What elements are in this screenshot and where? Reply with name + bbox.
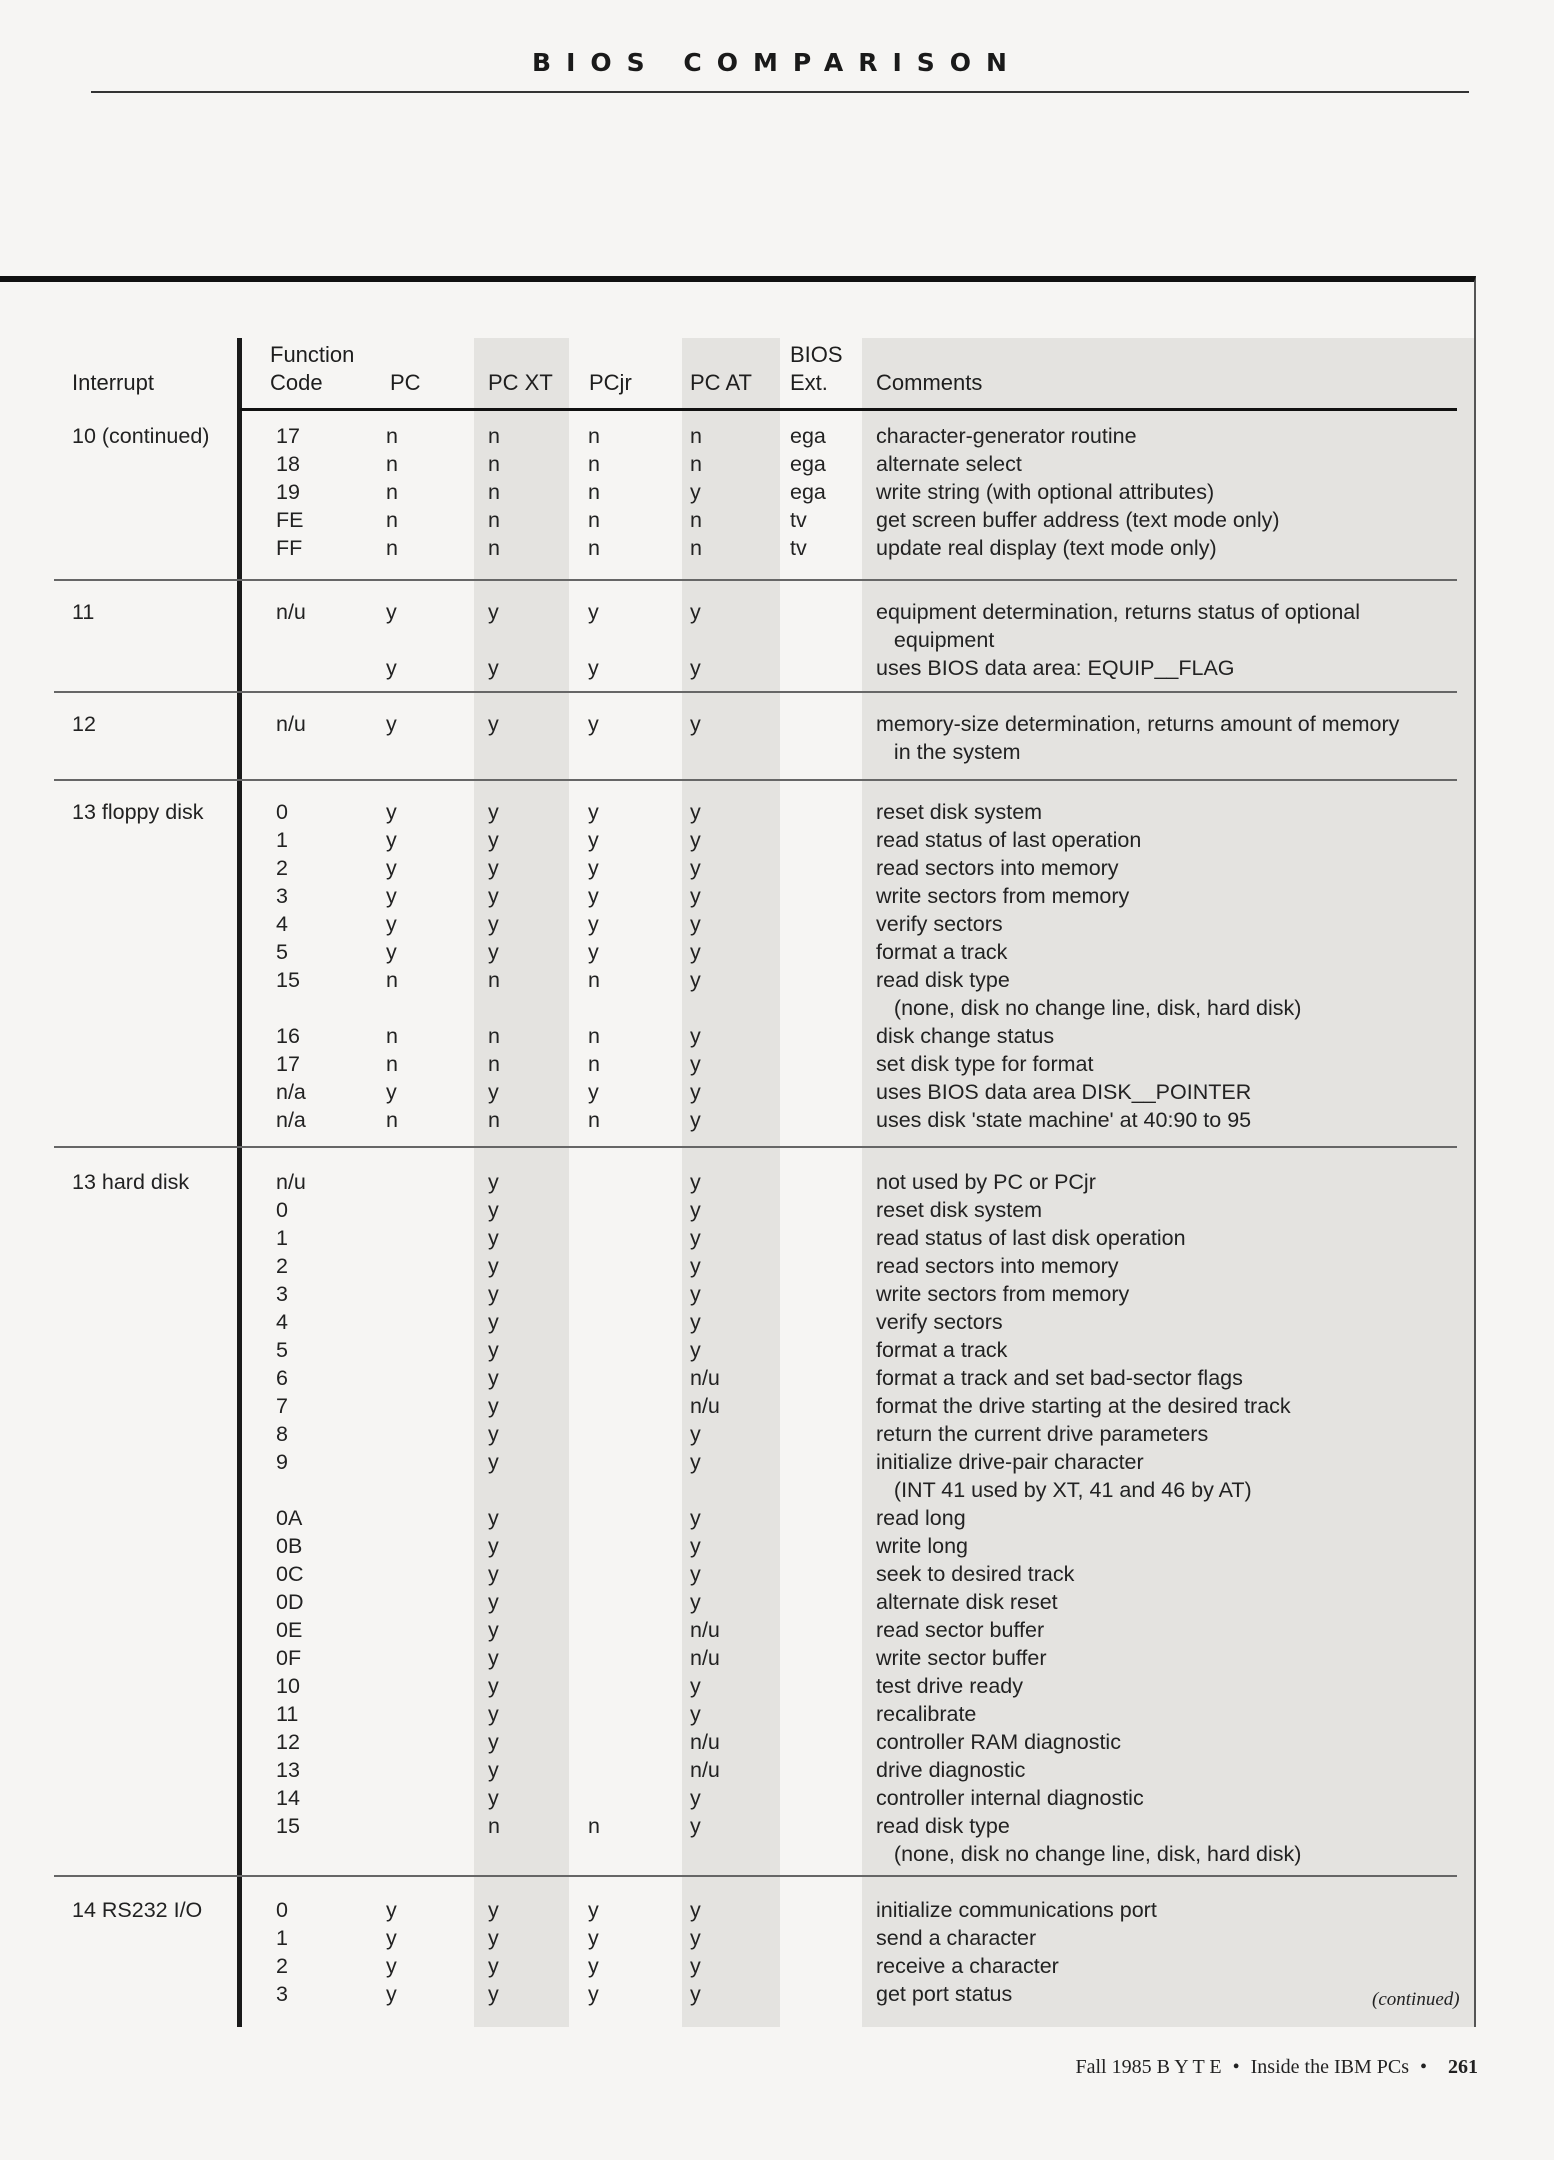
cell-pc: y bbox=[386, 656, 397, 680]
cell-xt: y bbox=[488, 1702, 499, 1726]
cell-code: 2 bbox=[276, 1254, 288, 1278]
cell-xt: y bbox=[488, 1226, 499, 1250]
cell-code: 5 bbox=[276, 1338, 288, 1362]
cell-code: 0 bbox=[276, 800, 288, 824]
cell-comment: not used by PC or PCjr bbox=[876, 1170, 1096, 1194]
cell-code: FE bbox=[276, 508, 304, 532]
interrupt-label: 13 hard disk bbox=[72, 1170, 190, 1194]
cell-at: n/u bbox=[690, 1394, 720, 1418]
cell-at: y bbox=[690, 1926, 701, 1950]
cell-comment: verify sectors bbox=[876, 1310, 1003, 1334]
cell-xt: y bbox=[488, 1786, 499, 1810]
cell-code: 2 bbox=[276, 856, 288, 880]
cell-code: 1 bbox=[276, 1226, 288, 1250]
cell-xt: y bbox=[488, 1898, 499, 1922]
cell-code: 15 bbox=[276, 968, 300, 992]
cell-at: y bbox=[690, 656, 701, 680]
cell-xt: y bbox=[488, 1394, 499, 1418]
cell-comment: read disk type bbox=[876, 1814, 1010, 1838]
cell-comment: drive diagnostic bbox=[876, 1758, 1026, 1782]
cell-xt: n bbox=[488, 1814, 500, 1838]
cell-pc: y bbox=[386, 884, 397, 908]
cell-pc: y bbox=[386, 940, 397, 964]
cell-pc: n bbox=[386, 1052, 398, 1076]
cell-comment: update real display (text mode only) bbox=[876, 536, 1217, 560]
cell-comment: format a track and set bad-sector flags bbox=[876, 1366, 1243, 1390]
cell-comment: character-generator routine bbox=[876, 424, 1137, 448]
cell-at: y bbox=[690, 1506, 701, 1530]
cell-code: 17 bbox=[276, 424, 300, 448]
cell-ext: ega bbox=[790, 480, 826, 504]
cell-code: FF bbox=[276, 536, 303, 560]
cell-pc: y bbox=[386, 712, 397, 736]
cell-comment: test drive ready bbox=[876, 1674, 1023, 1698]
heading-rule bbox=[91, 91, 1469, 93]
cell-at: n bbox=[690, 452, 702, 476]
cell-at: y bbox=[690, 600, 701, 624]
cell-at: n/u bbox=[690, 1758, 720, 1782]
interrupt-label: 11 bbox=[72, 600, 95, 624]
group-divider bbox=[54, 1875, 1457, 1877]
cell-xt: n bbox=[488, 452, 500, 476]
cell-xt: n bbox=[488, 1052, 500, 1076]
cell-at: n bbox=[690, 424, 702, 448]
cell-comment: read sectors into memory bbox=[876, 856, 1119, 880]
cell-code: n/u bbox=[276, 1170, 306, 1194]
cell-code: 5 bbox=[276, 940, 288, 964]
cell-xt: y bbox=[488, 1198, 499, 1222]
cell-jr: y bbox=[588, 712, 599, 736]
cell-xt: y bbox=[488, 1310, 499, 1334]
interrupt-label: 13 floppy disk bbox=[72, 800, 204, 824]
cell-at: y bbox=[690, 1108, 701, 1132]
cell-comment: format a track bbox=[876, 1338, 1008, 1362]
cell-at: y bbox=[690, 1052, 701, 1076]
cell-xt: y bbox=[488, 1590, 499, 1614]
cell-jr: y bbox=[588, 884, 599, 908]
cell-xt: y bbox=[488, 1926, 499, 1950]
cell-code: 13 bbox=[276, 1758, 300, 1782]
cell-at: y bbox=[690, 968, 701, 992]
cell-at: y bbox=[690, 1898, 701, 1922]
cell-pc: y bbox=[386, 912, 397, 936]
cell-ext: tv bbox=[790, 536, 807, 560]
cell-at: y bbox=[690, 1170, 701, 1194]
cell-code: 12 bbox=[276, 1730, 300, 1754]
cell-comment: get port status bbox=[876, 1982, 1013, 2006]
cell-at: y bbox=[690, 1450, 701, 1474]
cell-jr: y bbox=[588, 912, 599, 936]
cell-pc: y bbox=[386, 1982, 397, 2006]
cell-pc: y bbox=[386, 600, 397, 624]
cell-jr: n bbox=[588, 536, 600, 560]
group-divider bbox=[54, 1146, 1457, 1148]
cell-xt: n bbox=[488, 968, 500, 992]
cell-xt: y bbox=[488, 1562, 499, 1586]
header-bios-line1: BIOS bbox=[790, 342, 843, 367]
cell-code: 2 bbox=[276, 1954, 288, 1978]
cell-comment: read disk type bbox=[876, 968, 1010, 992]
cell-comment: seek to desired track bbox=[876, 1562, 1075, 1586]
cell-at: n bbox=[690, 536, 702, 560]
cell-code: 18 bbox=[276, 452, 300, 476]
cell-comment: controller internal diagnostic bbox=[876, 1786, 1144, 1810]
cell-at: y bbox=[690, 828, 701, 852]
footer-magazine: B Y T E bbox=[1156, 2056, 1222, 2078]
continued-note: (continued) bbox=[1372, 1989, 1460, 2010]
page-heading: BIOS COMPARISON bbox=[532, 48, 1022, 77]
cell-comment: (INT 41 used by XT, 41 and 46 by AT) bbox=[876, 1478, 1252, 1502]
cell-jr: n bbox=[588, 508, 600, 532]
cell-comment: read status of last operation bbox=[876, 828, 1142, 852]
cell-jr: y bbox=[588, 600, 599, 624]
header-function-line2: Code bbox=[270, 370, 323, 395]
cell-xt: n bbox=[488, 536, 500, 560]
cell-pc: n bbox=[386, 536, 398, 560]
cell-comment: read sectors into memory bbox=[876, 1254, 1119, 1278]
cell-comment: equipment bbox=[876, 628, 995, 652]
cell-xt: y bbox=[488, 1730, 499, 1754]
header-pcxt: PC XT bbox=[488, 370, 553, 395]
cell-code: 3 bbox=[276, 1982, 288, 2006]
cell-comment: (none, disk no change line, disk, hard disk) bbox=[876, 1842, 1302, 1866]
cell-comment: reset disk system bbox=[876, 800, 1043, 824]
cell-pc: y bbox=[386, 1898, 397, 1922]
cell-comment: uses disk 'state machine' at 40:90 to 95 bbox=[876, 1108, 1252, 1132]
cell-comment: read long bbox=[876, 1506, 966, 1530]
cell-code: 0A bbox=[276, 1506, 303, 1530]
cell-comment: read status of last disk operation bbox=[876, 1226, 1186, 1250]
header-interrupt: Interrupt bbox=[72, 370, 154, 395]
cell-at: y bbox=[690, 912, 701, 936]
cell-jr: n bbox=[588, 1814, 600, 1838]
cell-code: 0D bbox=[276, 1590, 304, 1614]
cell-jr: y bbox=[588, 1926, 599, 1950]
cell-comment: reset disk system bbox=[876, 1198, 1043, 1222]
cell-code: 11 bbox=[276, 1702, 299, 1726]
cell-comment: in the system bbox=[876, 740, 1021, 764]
cell-code: 15 bbox=[276, 1814, 300, 1838]
cell-code: 3 bbox=[276, 884, 288, 908]
cell-xt: y bbox=[488, 856, 499, 880]
cell-comment: write string (with optional attributes) bbox=[876, 480, 1215, 504]
cell-xt: y bbox=[488, 912, 499, 936]
cell-jr: y bbox=[588, 800, 599, 824]
cell-at: y bbox=[690, 1080, 701, 1104]
cell-comment: receive a character bbox=[876, 1954, 1059, 1978]
cell-jr: y bbox=[588, 1954, 599, 1978]
cell-at: y bbox=[690, 1590, 701, 1614]
cell-comment: write sectors from memory bbox=[876, 884, 1130, 908]
cell-code: 0E bbox=[276, 1618, 303, 1642]
cell-at: y bbox=[690, 480, 701, 504]
cell-xt: y bbox=[488, 800, 499, 824]
cell-code: 16 bbox=[276, 1024, 300, 1048]
cell-code: 0 bbox=[276, 1198, 288, 1222]
cell-comment: uses BIOS data area: EQUIP__FLAG bbox=[876, 656, 1235, 680]
cell-jr: y bbox=[588, 656, 599, 680]
cell-xt: y bbox=[488, 1254, 499, 1278]
cell-xt: y bbox=[488, 1366, 499, 1390]
cell-xt: n bbox=[488, 424, 500, 448]
cell-comment: read sector buffer bbox=[876, 1618, 1045, 1642]
cell-at: y bbox=[690, 1310, 701, 1334]
group-divider bbox=[54, 579, 1457, 581]
cell-comment: verify sectors bbox=[876, 912, 1003, 936]
footer-bullet: • bbox=[1232, 2056, 1240, 2078]
page-number: 261 bbox=[1448, 2056, 1478, 2078]
cell-xt: y bbox=[488, 1080, 499, 1104]
footer-section: Inside the IBM PCs bbox=[1250, 2056, 1409, 2078]
cell-at: y bbox=[690, 1226, 701, 1250]
cell-code: 14 bbox=[276, 1786, 300, 1810]
cell-xt: y bbox=[488, 1282, 499, 1306]
cell-comment: get screen buffer address (text mode only) bbox=[876, 508, 1280, 532]
cell-pc: n bbox=[386, 452, 398, 476]
header-pc: PC bbox=[390, 370, 421, 395]
cell-at: y bbox=[690, 1422, 701, 1446]
cell-xt: y bbox=[488, 1450, 499, 1474]
cell-at: n/u bbox=[690, 1618, 720, 1642]
cell-code: 3 bbox=[276, 1282, 288, 1306]
cell-code: 17 bbox=[276, 1052, 300, 1076]
interrupt-label: 12 bbox=[72, 712, 96, 736]
cell-jr: y bbox=[588, 856, 599, 880]
cell-at: y bbox=[690, 1282, 701, 1306]
cell-xt: n bbox=[488, 1108, 500, 1132]
group-divider bbox=[54, 779, 1457, 781]
cell-at: y bbox=[690, 1534, 701, 1558]
header-comments: Comments bbox=[876, 370, 983, 395]
cell-at: y bbox=[690, 1674, 701, 1698]
cell-at: n bbox=[690, 508, 702, 532]
cell-at: y bbox=[690, 1254, 701, 1278]
cell-comment: alternate select bbox=[876, 452, 1022, 476]
cell-code: n/u bbox=[276, 600, 306, 624]
footer-bullet: • bbox=[1419, 2056, 1427, 2078]
cell-pc: y bbox=[386, 800, 397, 824]
group-divider bbox=[54, 691, 1457, 693]
cell-xt: y bbox=[488, 600, 499, 624]
header-bios-line2: Ext. bbox=[790, 370, 828, 395]
cell-comment: equipment determination, returns status of optional bbox=[876, 600, 1361, 624]
cell-code: n/u bbox=[276, 712, 306, 736]
cell-code: 0B bbox=[276, 1534, 303, 1558]
cell-code: 8 bbox=[276, 1422, 288, 1446]
cell-code: 4 bbox=[276, 1310, 288, 1334]
header-pcjr: PCjr bbox=[589, 370, 632, 395]
cell-comment: send a character bbox=[876, 1926, 1037, 1950]
cell-jr: y bbox=[588, 940, 599, 964]
cell-xt: y bbox=[488, 828, 499, 852]
cell-jr: n bbox=[588, 1108, 600, 1132]
cell-xt: y bbox=[488, 1982, 499, 2006]
cell-code: 6 bbox=[276, 1366, 288, 1390]
cell-code: 7 bbox=[276, 1394, 288, 1418]
cell-at: y bbox=[690, 940, 701, 964]
interrupt-label: 10 (continued) bbox=[72, 424, 210, 448]
cell-comment: alternate disk reset bbox=[876, 1590, 1058, 1614]
cell-pc: y bbox=[386, 1954, 397, 1978]
cell-jr: n bbox=[588, 1024, 600, 1048]
cell-xt: n bbox=[488, 480, 500, 504]
cell-code: 4 bbox=[276, 912, 288, 936]
cell-jr: n bbox=[588, 480, 600, 504]
cell-xt: y bbox=[488, 1506, 499, 1530]
cell-xt: y bbox=[488, 1170, 499, 1194]
cell-jr: y bbox=[588, 828, 599, 852]
cell-at: y bbox=[690, 1954, 701, 1978]
cell-code: n/a bbox=[276, 1108, 306, 1132]
cell-code: 10 bbox=[276, 1674, 300, 1698]
cell-xt: y bbox=[488, 1646, 499, 1670]
cell-comment: initialize communications port bbox=[876, 1898, 1157, 1922]
cell-xt: n bbox=[488, 508, 500, 532]
cell-xt: y bbox=[488, 656, 499, 680]
cell-at: y bbox=[690, 856, 701, 880]
cell-code: 1 bbox=[276, 1926, 288, 1950]
cell-at: y bbox=[690, 800, 701, 824]
cell-comment: recalibrate bbox=[876, 1702, 977, 1726]
cell-at: y bbox=[690, 1562, 701, 1586]
footer-issue: Fall 1985 bbox=[1075, 2056, 1152, 2078]
cell-ext: ega bbox=[790, 424, 826, 448]
cell-comment: (none, disk no change line, disk, hard disk) bbox=[876, 996, 1302, 1020]
cell-code: n/a bbox=[276, 1080, 306, 1104]
cell-jr: n bbox=[588, 968, 600, 992]
cell-pc: y bbox=[386, 856, 397, 880]
cell-pc: n bbox=[386, 1024, 398, 1048]
cell-xt: y bbox=[488, 1422, 499, 1446]
cell-xt: y bbox=[488, 1534, 499, 1558]
cell-jr: y bbox=[588, 1080, 599, 1104]
cell-at: y bbox=[690, 1198, 701, 1222]
interrupt-divider bbox=[237, 338, 242, 2027]
cell-comment: write long bbox=[876, 1534, 969, 1558]
cell-pc: y bbox=[386, 1080, 397, 1104]
cell-xt: n bbox=[488, 1024, 500, 1048]
cell-comment: disk change status bbox=[876, 1024, 1055, 1048]
cell-at: y bbox=[690, 1338, 701, 1362]
cell-code: 1 bbox=[276, 828, 288, 852]
cell-jr: n bbox=[588, 424, 600, 448]
cell-xt: y bbox=[488, 712, 499, 736]
cell-at: y bbox=[690, 1786, 701, 1810]
cell-jr: y bbox=[588, 1898, 599, 1922]
cell-pc: n bbox=[386, 480, 398, 504]
cell-pc: n bbox=[386, 424, 398, 448]
cell-pc: y bbox=[386, 828, 397, 852]
page-footer bbox=[1075, 2056, 1478, 2079]
cell-comment: initialize drive-pair character bbox=[876, 1450, 1144, 1474]
cell-at: y bbox=[690, 712, 701, 736]
cell-xt: y bbox=[488, 1758, 499, 1782]
cell-xt: y bbox=[488, 1338, 499, 1362]
cell-comment: memory-size determination, returns amount of memory bbox=[876, 712, 1400, 736]
cell-comment: format a track bbox=[876, 940, 1008, 964]
cell-code: 0C bbox=[276, 1562, 304, 1586]
cell-comment: uses BIOS data area DISK__POINTER bbox=[876, 1080, 1252, 1104]
cell-jr: n bbox=[588, 1052, 600, 1076]
cell-code: 19 bbox=[276, 480, 300, 504]
cell-at: y bbox=[690, 1814, 701, 1838]
cell-xt: y bbox=[488, 1954, 499, 1978]
header-function-line1: Function bbox=[270, 342, 355, 367]
cell-xt: y bbox=[488, 884, 499, 908]
cell-code: 0F bbox=[276, 1646, 302, 1670]
cell-at: y bbox=[690, 1024, 701, 1048]
cell-comment: controller RAM diagnostic bbox=[876, 1730, 1121, 1754]
cell-at: n/u bbox=[690, 1366, 720, 1390]
cell-at: y bbox=[690, 1702, 701, 1726]
cell-pc: y bbox=[386, 1926, 397, 1950]
cell-xt: y bbox=[488, 940, 499, 964]
cell-comment: set disk type for format bbox=[876, 1052, 1094, 1076]
cell-comment: return the current drive parameters bbox=[876, 1422, 1209, 1446]
cell-xt: y bbox=[488, 1674, 499, 1698]
cell-ext: ega bbox=[790, 452, 826, 476]
cell-jr: y bbox=[588, 1982, 599, 2006]
cell-jr: n bbox=[588, 452, 600, 476]
cell-at: y bbox=[690, 884, 701, 908]
cell-pc: n bbox=[386, 1108, 398, 1132]
cell-xt: y bbox=[488, 1618, 499, 1642]
cell-pc: n bbox=[386, 508, 398, 532]
cell-at: n/u bbox=[690, 1730, 720, 1754]
cell-ext: tv bbox=[790, 508, 807, 532]
interrupt-label: 14 RS232 I/O bbox=[72, 1898, 203, 1922]
cell-comment: write sector buffer bbox=[876, 1646, 1047, 1670]
cell-at: n/u bbox=[690, 1646, 720, 1670]
cell-at: y bbox=[690, 1982, 701, 2006]
cell-code: 9 bbox=[276, 1450, 288, 1474]
cell-code: 0 bbox=[276, 1898, 288, 1922]
cell-comment: write sectors from memory bbox=[876, 1282, 1130, 1306]
cell-pc: n bbox=[386, 968, 398, 992]
header-pcat: PC AT bbox=[690, 370, 752, 395]
cell-comment: format the drive starting at the desired track bbox=[876, 1394, 1291, 1418]
header-rule bbox=[240, 408, 1457, 411]
